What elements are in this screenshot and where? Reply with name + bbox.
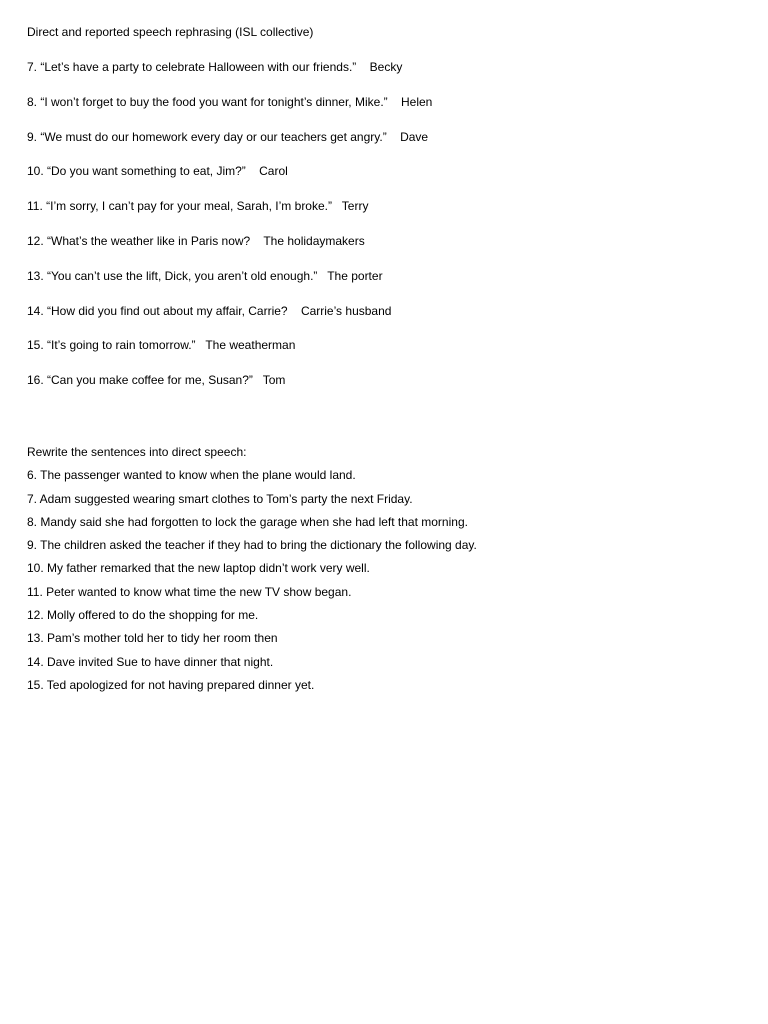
document-page (27, 24, 747, 692)
speech-speaker: Tom (262, 373, 286, 388)
speech-quote: 14. “How did you find out about my affair, Carrie? (27, 303, 288, 318)
rewrite-item: 13. Pam’s mother told her to tidy her room then (27, 631, 278, 646)
rewrite-section (27, 444, 477, 700)
speech-item (27, 59, 747, 94)
rewrite-item: 14. Dave invited Sue to have dinner that night. (27, 654, 274, 669)
rewrite-item: 7. Adam suggested wearing smart clothes to Tom’s party the next Friday. (27, 491, 413, 506)
speech-item (27, 372, 747, 407)
speech-quote: 11. “I’m sorry, I can’t pay for your meal, Sarah, I’m broke.” (27, 199, 332, 214)
speech-quote: 12. “What’s the weather like in Paris now? (27, 233, 251, 248)
speech-quote: 16. “Can you make coffee for me, Susan?” (27, 373, 253, 388)
speech-quote: 10. “Do you want something to eat, Jim?” (27, 164, 246, 179)
speech-quote: 7. “Let’s have a party to celebrate Halloween with our friends.” (27, 60, 357, 74)
speech-speaker: The weatherman (205, 338, 296, 353)
rewrite-item: 6. The passenger wanted to know when the plane would land. (27, 468, 356, 483)
rewrite-heading: Rewrite the sentences into direct speech: (27, 445, 247, 459)
rewrite-item: 12. Molly offered to do the shopping for me. (27, 608, 259, 623)
rewrite-item: 15. Ted apologized for not having prepared dinner yet. (27, 677, 315, 692)
speech-speaker: Becky (369, 60, 403, 74)
speech-speaker: Helen (401, 94, 433, 109)
speech-item (27, 337, 747, 372)
speech-quote: 13. “You can’t use the lift, Dick, you aren’t old enough.” (27, 268, 318, 283)
rewrite-item: 10. My father remarked that the new laptop didn’t work very well. (27, 561, 370, 576)
speech-quote: 9. “We must do our homework every day or our teachers get angry.” (27, 129, 387, 144)
speech-item (27, 268, 747, 303)
speech-item (27, 129, 747, 164)
speech-item (27, 303, 747, 338)
speech-item (27, 163, 747, 198)
rewrite-item: 9. The children asked the teacher if they had to bring the dictionary the following day. (27, 538, 477, 553)
speech-item (27, 198, 747, 233)
speech-speaker: The holidaymakers (263, 233, 365, 248)
speech-quote: 15. “It’s going to rain tomorrow.” (27, 338, 196, 353)
rewrite-item: 8. Mandy said she had forgotten to lock the garage when she had left that morning. (27, 514, 468, 529)
direct-speech-section (27, 59, 747, 407)
document-title: Direct and reported speech rephrasing (ISL collective) (27, 25, 314, 39)
speech-speaker: The porter (327, 268, 383, 283)
rewrite-item: 11. Peter wanted to know what time the new TV show began. (27, 584, 352, 599)
speech-speaker: Carrie’s husband (300, 303, 392, 318)
speech-quote: 8. “I won’t forget to buy the food you want for tonight’s dinner, Mike.” (27, 94, 388, 109)
speech-item (27, 94, 747, 129)
speech-speaker: Terry (341, 199, 369, 214)
speech-speaker: Dave (400, 129, 429, 144)
speech-item (27, 233, 747, 268)
speech-speaker: Carol (259, 164, 288, 179)
